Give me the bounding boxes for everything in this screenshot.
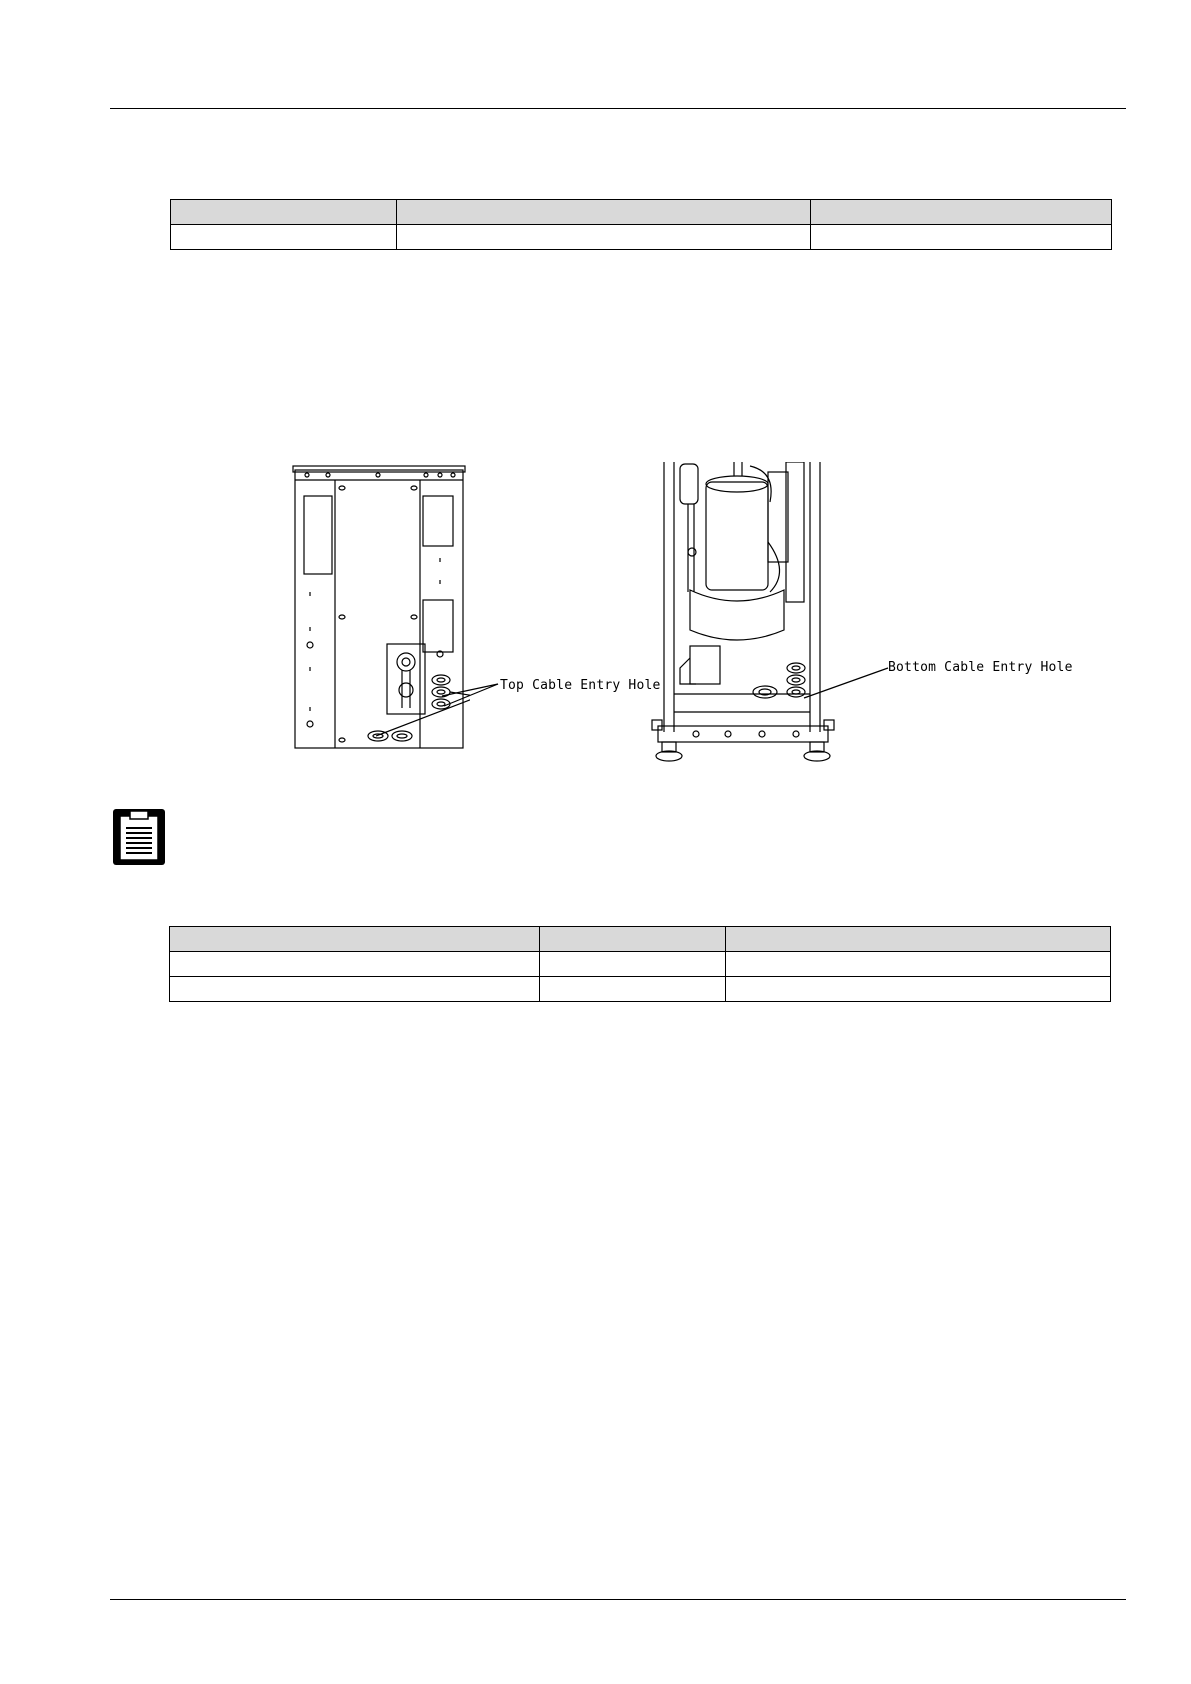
table-cell <box>811 225 1112 250</box>
top-table <box>170 199 1112 250</box>
footer-rule <box>110 1599 1126 1600</box>
table-cell <box>726 977 1111 1002</box>
bottom-callout-leader <box>800 664 890 704</box>
table-row <box>170 977 1111 1002</box>
table-cell <box>726 952 1111 977</box>
top-cable-entry-callout: Top Cable Entry Hole <box>500 678 661 693</box>
table-row <box>171 225 1112 250</box>
table-row <box>170 927 1111 952</box>
clipboard-note-icon <box>112 808 166 866</box>
table-cell <box>540 927 726 952</box>
bottom-view-drawing <box>650 462 835 767</box>
table-row <box>170 952 1111 977</box>
table-cell <box>540 952 726 977</box>
table-cell <box>397 200 811 225</box>
table-cell <box>811 200 1112 225</box>
table-cell <box>540 977 726 1002</box>
table-cell <box>397 225 811 250</box>
table-cell <box>170 952 540 977</box>
table-cell <box>726 927 1111 952</box>
header-rule <box>110 108 1126 109</box>
table-cell <box>171 225 397 250</box>
bottom-cable-entry-callout: Bottom Cable Entry Hole <box>888 660 1073 675</box>
table-row <box>171 200 1112 225</box>
bottom-table <box>169 926 1111 1002</box>
table-cell <box>170 977 540 1002</box>
table-cell <box>170 927 540 952</box>
top-callout-leader <box>440 680 502 710</box>
table-cell <box>171 200 397 225</box>
